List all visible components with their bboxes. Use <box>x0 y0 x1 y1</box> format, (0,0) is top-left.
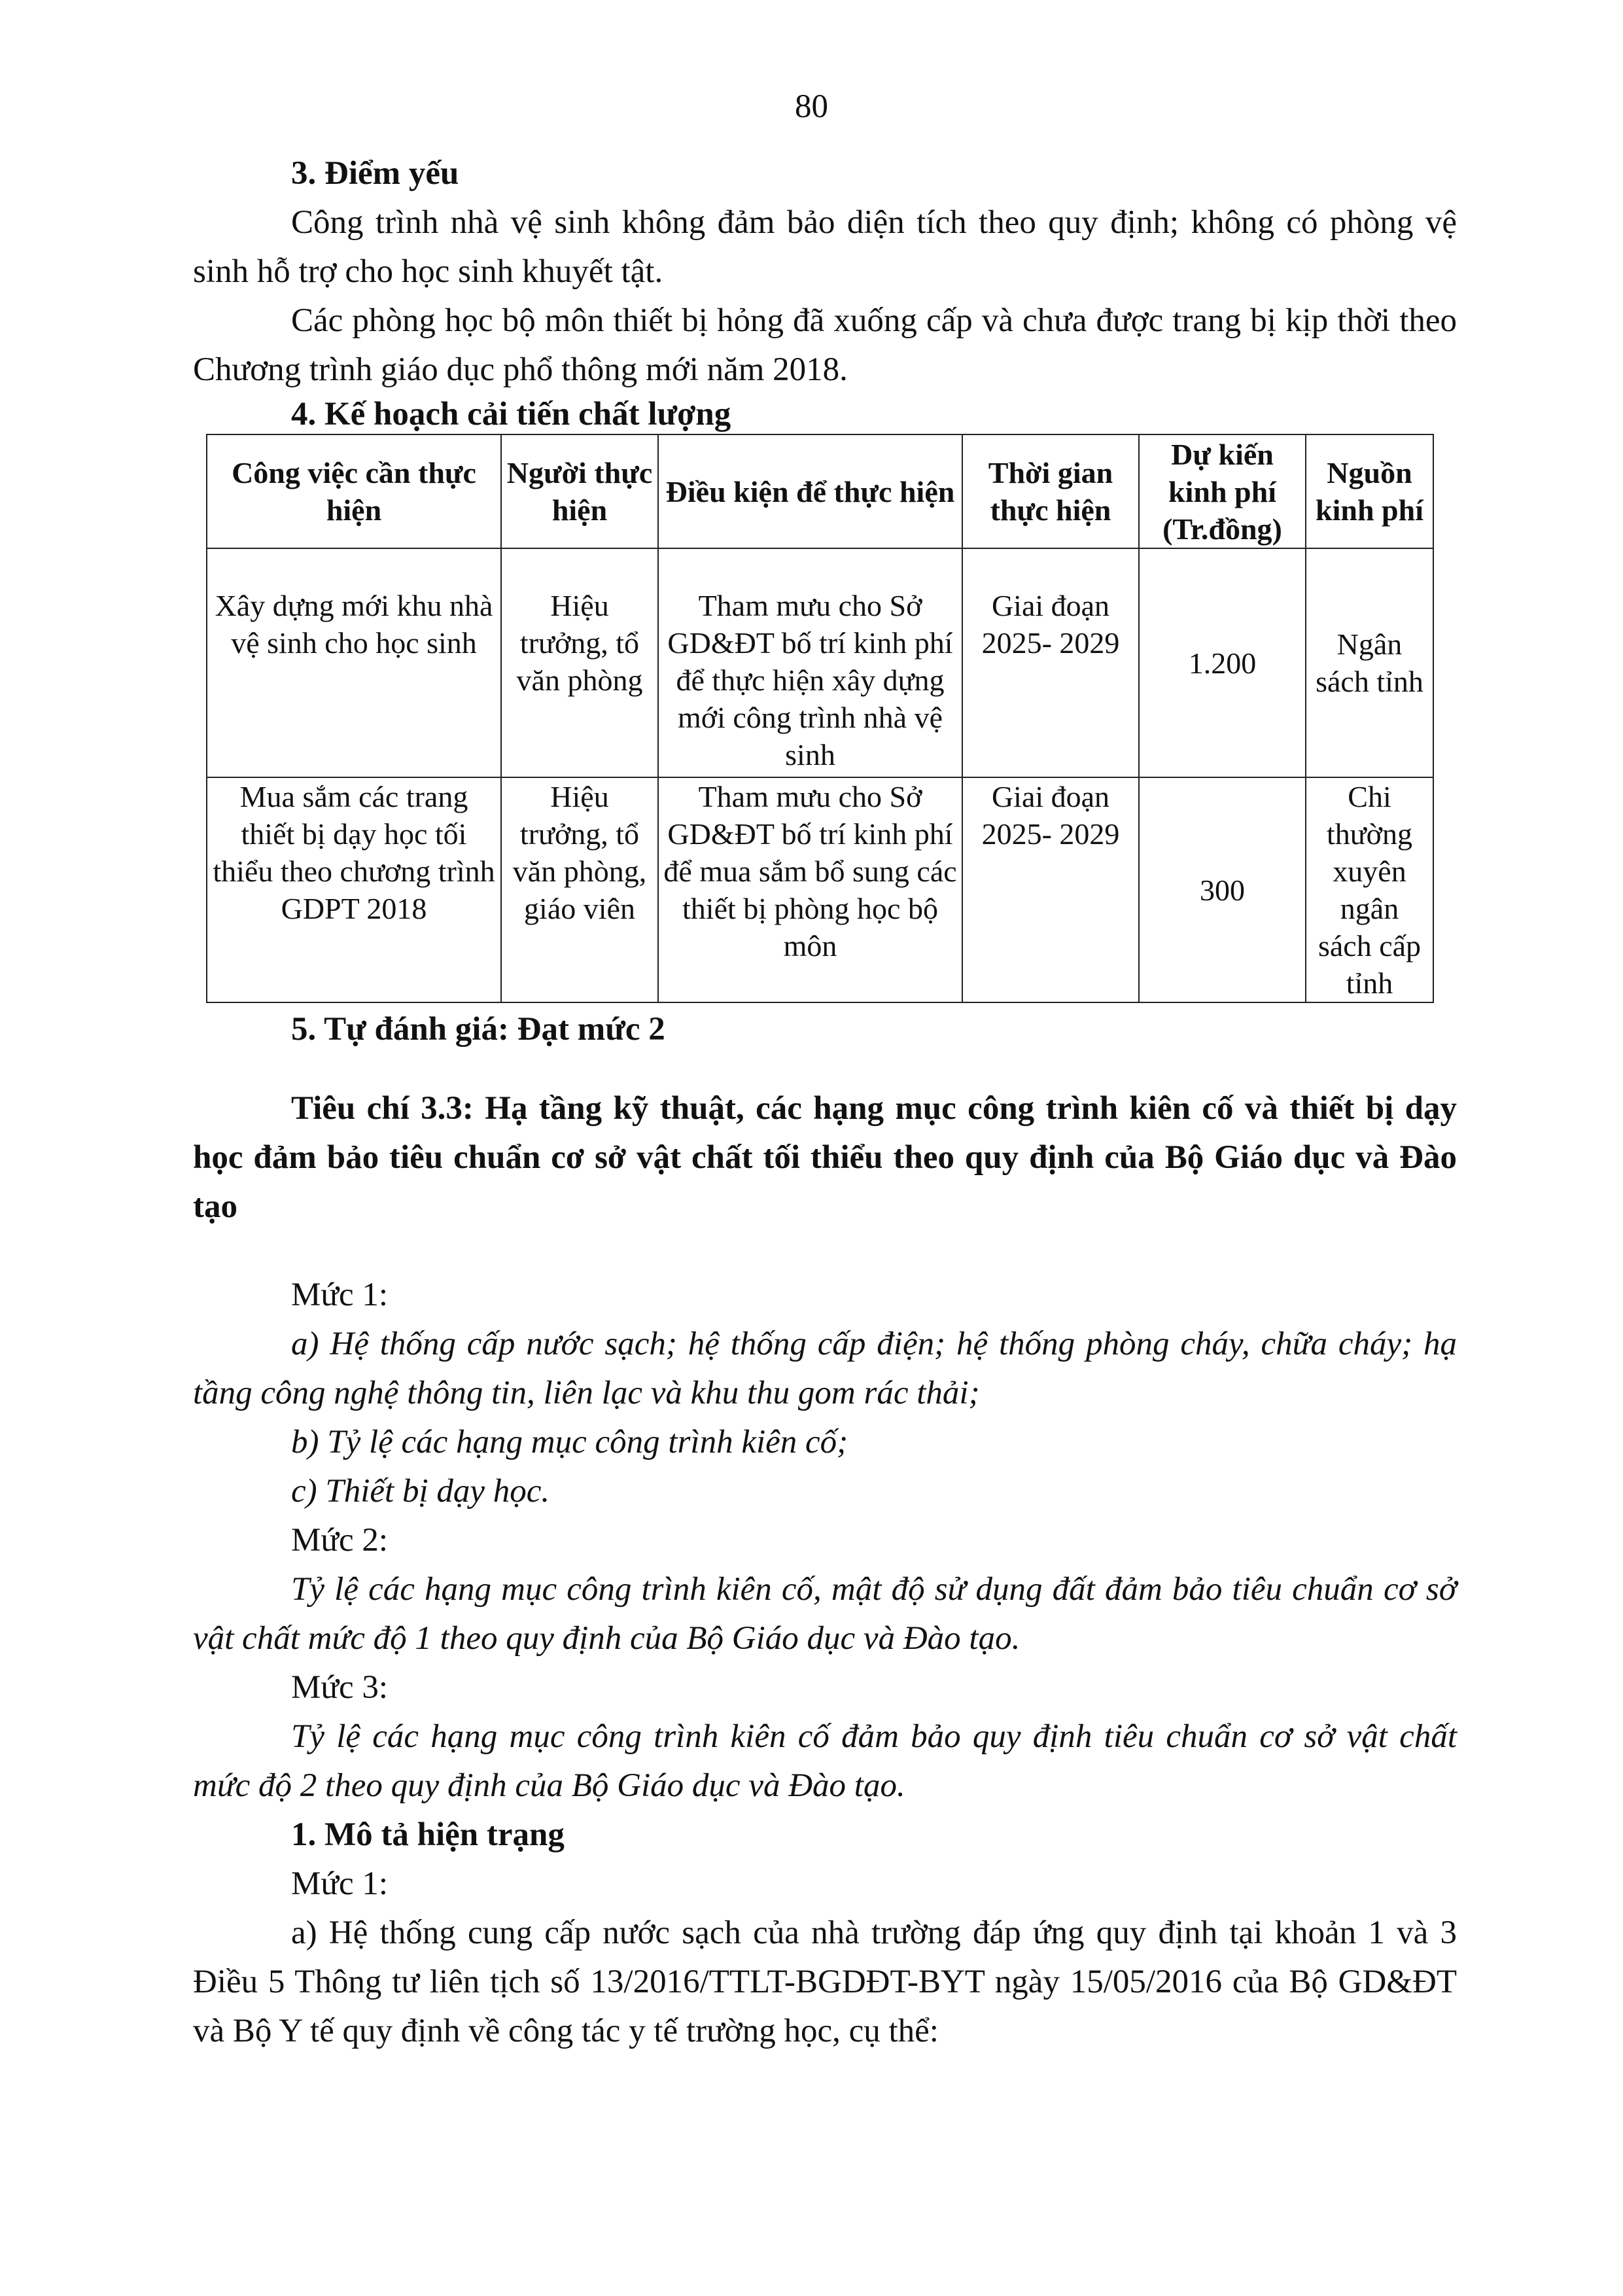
cell-budget: 300 <box>1139 777 1306 1002</box>
weakness-paragraph-2: Các phòng học bộ môn thiết bị hỏng đã xuống cấp và chưa được trang bị kịp thời theo Chương trình giáo dục phổ thông mới năm 2018. <box>193 302 1457 388</box>
improvement-plan-table <box>206 434 1434 1003</box>
level-1-item-c: c) Thiết bị dạy học. <box>291 1473 550 1510</box>
level-2-label: Mức 2: <box>291 1522 389 1559</box>
cell-task: Xây dựng mới khu nhà vệ sinh cho học sinh <box>207 548 501 777</box>
cell-person: Hiệu trưởng, tổ văn phòng, giáo viên <box>501 777 658 1002</box>
header-person: Người thực hiện <box>501 434 658 548</box>
header-source: Nguồn kinh phí <box>1306 434 1433 548</box>
cell-task: Mua sắm các trang thiết bị dạy học tối thiểu theo chương trình GDPT 2018 <box>207 777 501 1002</box>
cell-condition: Tham mưu cho Sở GD&ĐT bố trí kinh phí để mua sắm bổ sung các thiết bị phòng học bộ môn <box>658 777 962 1002</box>
section-5-heading: 5. Tự đánh giá: Đạt mức 2 <box>291 1011 665 1048</box>
section-3-heading: 3. Điểm yếu <box>291 155 459 192</box>
current-status-paragraph-a: a) Hệ thống cung cấp nước sạch của nhà trường đáp ứng quy định tại khoản 1 và 3 Điều 5 Thông tư liên tịch số 13/2016/TTLT-BGDĐT-BYT ngày 15/05/2016 của Bộ GD&ĐT và Bộ Y tế quy định về công tác y tế trường học, cụ thể: <box>193 1915 1457 2049</box>
cell-source: Ngân sách tỉnh <box>1306 548 1433 777</box>
table-row <box>207 548 1433 777</box>
header-task: Công việc cần thực hiện <box>207 434 501 548</box>
cell-source: Chi thường xuyên ngân sách cấp tỉnh <box>1306 777 1433 1002</box>
cell-budget: 1.200 <box>1139 548 1306 777</box>
level-1-label: Mức 1: <box>291 1277 389 1313</box>
level-3-text: Tỷ lệ các hạng mục công trình kiên cố đảm bảo quy định tiêu chuẩn cơ sở vật chất mức độ 2 theo quy định của Bộ Giáo dục và Đào tạo. <box>193 1718 1457 1804</box>
cell-time: Giai đoạn 2025- 2029 <box>962 777 1139 1002</box>
level-1-item-b: b) Tỷ lệ các hạng mục công trình kiên cố; <box>291 1424 848 1460</box>
table-row <box>207 777 1433 1002</box>
weakness-paragraph-1: Công trình nhà vệ sinh không đảm bảo diện tích theo quy định; không có phòng vệ sinh hỗ trợ cho học sinh khuyết tật. <box>193 204 1457 290</box>
cell-condition: Tham mưu cho Sở GD&ĐT bố trí kinh phí để thực hiện xây dựng mới công trình nhà vệ sinh <box>658 548 962 777</box>
section-4-heading: 4. Kế hoạch cải tiến chất lượng <box>291 396 731 433</box>
header-time: Thời gian thực hiện <box>962 434 1139 548</box>
level-1-item-a: a) Hệ thống cấp nước sạch; hệ thống cấp điện; hệ thống phòng cháy, chữa cháy; hạ tầng công nghệ thông tin, liên lạc và khu thu gom rác thải; <box>193 1326 1457 1411</box>
cell-person: Hiệu trưởng, tổ văn phòng <box>501 548 658 777</box>
cell-time: Giai đoạn 2025- 2029 <box>962 548 1139 777</box>
criterion-title: Tiêu chí 3.3: Hạ tầng kỹ thuật, các hạng mục công trình kiên cố và thiết bị dạy học đảm bảo tiêu chuẩn cơ sở vật chất tối thiểu theo quy định của Bộ Giáo dục và Đào tạo <box>193 1090 1457 1225</box>
document-body <box>193 149 1457 2056</box>
header-condition: Điều kiện để thực hiện <box>658 434 962 548</box>
level-3-label: Mức 3: <box>291 1669 389 1706</box>
current-level-1-label: Mức 1: <box>291 1865 389 1902</box>
table-header-row <box>207 434 1433 548</box>
level-2-text: Tỷ lệ các hạng mục công trình kiên cố, mật độ sử dụng đất đảm bảo tiêu chuẩn cơ sở vật chất mức độ 1 theo quy định của Bộ Giáo dục và Đào tạo. <box>193 1571 1457 1657</box>
header-budget: Dự kiến kinh phí (Tr.đồng) <box>1139 434 1306 548</box>
page-number: 80 <box>795 88 828 125</box>
section-1-heading: 1. Mô tả hiện trạng <box>291 1816 565 1853</box>
